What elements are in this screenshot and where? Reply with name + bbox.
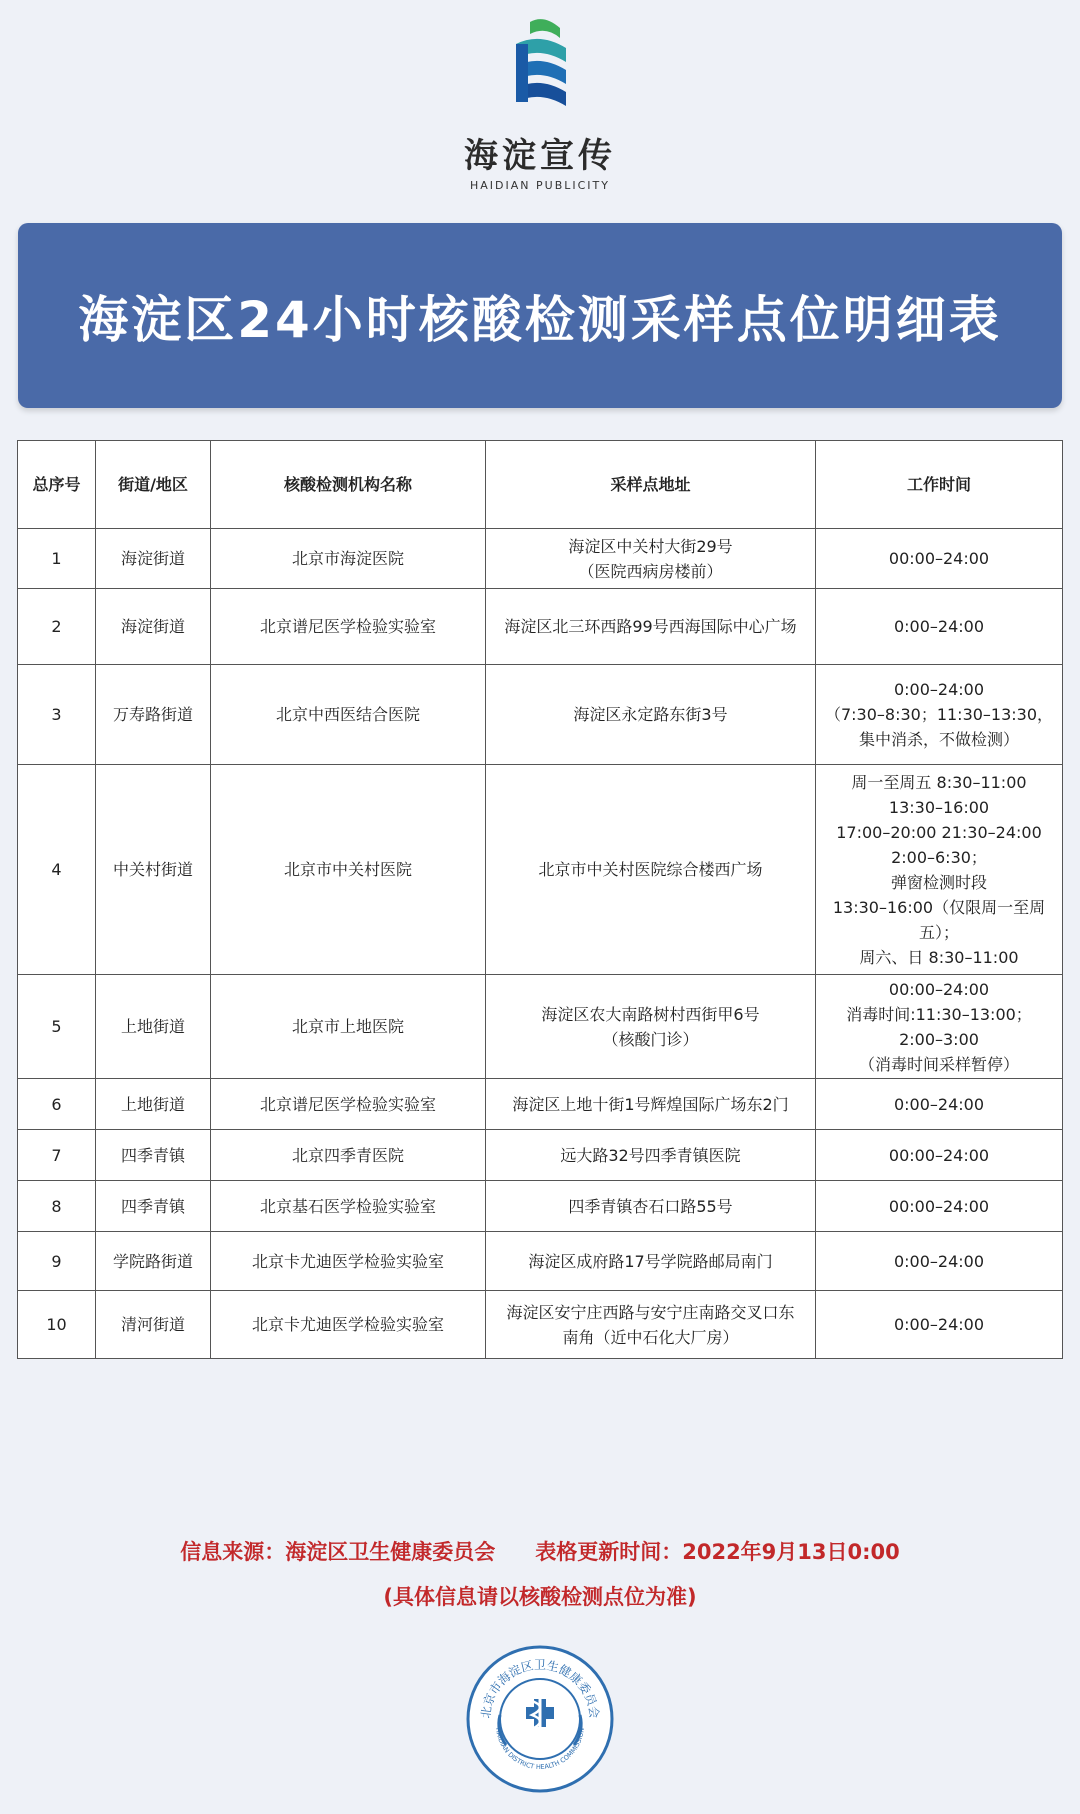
cell-org: 北京谱尼医学检验实验室 (211, 1079, 486, 1130)
hours-line: 2:00–3:00 (899, 1029, 979, 1049)
cell-no: 1 (18, 529, 96, 589)
cell-street: 海淀街道 (96, 589, 211, 665)
table-row (18, 1130, 1063, 1181)
cell-address (486, 1130, 816, 1181)
footer-source (0, 1536, 1080, 1566)
cell-street: 上地街道 (96, 975, 211, 1079)
hours-line: 弹窗检测时段 (890, 872, 987, 892)
cell-hours (816, 1130, 1063, 1181)
hours-line: 集中消杀，不做检测） (858, 730, 1019, 749)
cell-street: 万寿路街道 (96, 665, 211, 765)
cell-org: 北京中西医结合医院 (211, 665, 486, 765)
cell-no: 4 (18, 765, 96, 975)
table-row (18, 665, 1063, 765)
header-street: 街道/地区 (96, 441, 211, 529)
address-line: 海淀区农大南路树村西街甲6号 (541, 1004, 760, 1024)
address-line: 海淀区中关村大街29号 (568, 536, 733, 556)
cell-no: 10 (18, 1291, 96, 1359)
page-title: 海淀区24小时核酸检测采样点位明细表 (78, 290, 1002, 349)
hours-line: 0:00–24:00 (893, 1094, 985, 1114)
table-row (18, 1079, 1063, 1130)
cell-org: 北京谱尼医学检验实验室 (211, 589, 486, 665)
cell-no: 5 (18, 975, 96, 1079)
address-line: 南角（近中石化大厂房） (562, 1327, 739, 1347)
cell-hours (816, 1181, 1063, 1232)
hours-line: 00:00–24:00 (888, 1196, 990, 1216)
address-line: 北京市中关村医院综合楼西广场 (538, 860, 763, 879)
header-hours: 工作时间 (816, 441, 1063, 529)
hours-line: 0:00–24:00 (893, 680, 985, 699)
seal-text-cn: 北京市海淀区卫生健康委员会 (478, 1658, 602, 1720)
cell-hours (816, 589, 1063, 665)
cell-org: 北京四季青医院 (211, 1130, 486, 1181)
hours-line: 五）； (918, 922, 959, 942)
cell-address (486, 665, 816, 765)
table-row (18, 1291, 1063, 1359)
updated-text: 表格更新时间：2022年9月13日0:00 (535, 1540, 900, 1564)
hours-line: （消毒时间采样暂停） (858, 1054, 1019, 1074)
haidian-logo-icon (500, 14, 580, 124)
address-line: 远大路32号四季青镇医院 (560, 1145, 741, 1165)
cell-street: 清河街道 (96, 1291, 211, 1359)
cell-hours (816, 665, 1063, 765)
header-address: 采样点地址 (486, 441, 816, 529)
address-line: 四季青镇杏石口路55号 (568, 1196, 733, 1216)
hours-line: 17:00–20:00 21:30–24:00 (836, 822, 1042, 842)
cell-no: 7 (18, 1130, 96, 1181)
cell-no: 8 (18, 1181, 96, 1232)
table-row (18, 975, 1063, 1079)
cell-org: 北京市中关村医院 (211, 765, 486, 975)
hours-line: 2:00–6:30； (891, 847, 987, 867)
cell-street: 学院路街道 (96, 1232, 211, 1291)
seal-text-en: HAIDIAN DISTRICT HEALTH COMMISSION (494, 1727, 586, 1772)
table-row (18, 1181, 1063, 1232)
cell-hours (816, 529, 1063, 589)
cell-address (486, 1232, 816, 1291)
cell-address (486, 589, 816, 665)
table-row (18, 589, 1063, 665)
cell-address (486, 1291, 816, 1359)
address-line: 海淀区永定路东街3号 (573, 705, 728, 724)
hours-line: 消毒时间:11:30–13:00； (846, 1004, 1032, 1024)
cell-hours (816, 1079, 1063, 1130)
cell-address (486, 1079, 816, 1130)
table-row (18, 765, 1063, 975)
address-line: 海淀区北三环西路99号西海国际中心广场 (504, 617, 797, 636)
cell-org: 北京基石医学检验实验室 (211, 1181, 486, 1232)
address-line: （核酸门诊） (602, 1029, 699, 1049)
hours-line: 0:00–24:00 (893, 1315, 985, 1334)
hours-line: 周一至周五 8:30–11:00 (851, 772, 1027, 792)
cell-street: 四季青镇 (96, 1181, 211, 1232)
logo-name-cn: 海淀宣传 (464, 136, 616, 176)
logo-name-en: HAIDIAN PUBLICITY (470, 179, 610, 192)
hours-line: 0:00–24:00 (893, 1251, 985, 1271)
cell-org: 北京市海淀医院 (211, 529, 486, 589)
cell-no: 6 (18, 1079, 96, 1130)
cell-address (486, 529, 816, 589)
cell-address (486, 765, 816, 975)
cell-hours (816, 975, 1063, 1079)
hours-line: 0:00–24:00 (893, 617, 985, 636)
cell-org: 北京卡尤迪医学检验实验室 (211, 1232, 486, 1291)
hours-line: 00:00–24:00 (888, 979, 990, 999)
footer-note: (具体信息请以核酸检测点位为准) (383, 1585, 697, 1609)
cell-hours (816, 1232, 1063, 1291)
address-line: （医院西病房楼前） (578, 561, 723, 581)
source-text: 信息来源：海淀区卫生健康委员会 (180, 1540, 496, 1564)
cell-no: 2 (18, 589, 96, 665)
cell-org: 北京卡尤迪医学检验实验室 (211, 1291, 486, 1359)
cell-street: 四季青镇 (96, 1130, 211, 1181)
hours-line: 00:00–24:00 (888, 1145, 990, 1165)
header-no: 总序号 (18, 441, 96, 529)
hours-line: 13:30–16:00 (888, 797, 990, 817)
testing-sites-table (17, 440, 1063, 1359)
header-org: 核酸检测机构名称 (211, 441, 486, 529)
hours-line: 13:30–16:00（仅限周一至周 (832, 897, 1046, 917)
health-commission-seal-icon (466, 1645, 614, 1793)
cell-hours (816, 1291, 1063, 1359)
address-line: 海淀区成府路17号学院路邮局南门 (528, 1251, 773, 1271)
address-line: 海淀区安宁庄西路与安宁庄南路交叉口东 (506, 1302, 795, 1322)
cell-no: 9 (18, 1232, 96, 1291)
cell-address (486, 1181, 816, 1232)
cell-no: 3 (18, 665, 96, 765)
cell-org: 北京市上地医院 (211, 975, 486, 1079)
cell-hours (816, 765, 1063, 975)
table-row (18, 529, 1063, 589)
title-banner (18, 223, 1062, 408)
hours-line: 周六、日 8:30–11:00 (859, 947, 1019, 967)
hours-line: （7:30–8:30；11:30–13:30， (824, 705, 1054, 724)
cell-street: 上地街道 (96, 1079, 211, 1130)
cell-street: 海淀街道 (96, 529, 211, 589)
logo (0, 14, 1080, 192)
cell-street: 中关村街道 (96, 765, 211, 975)
address-line: 海淀区上地十街1号辉煌国际广场东2门 (512, 1094, 789, 1114)
table-row (18, 1232, 1063, 1291)
table-header-row (18, 441, 1063, 529)
hours-line: 00:00–24:00 (888, 549, 990, 568)
cell-address (486, 975, 816, 1079)
